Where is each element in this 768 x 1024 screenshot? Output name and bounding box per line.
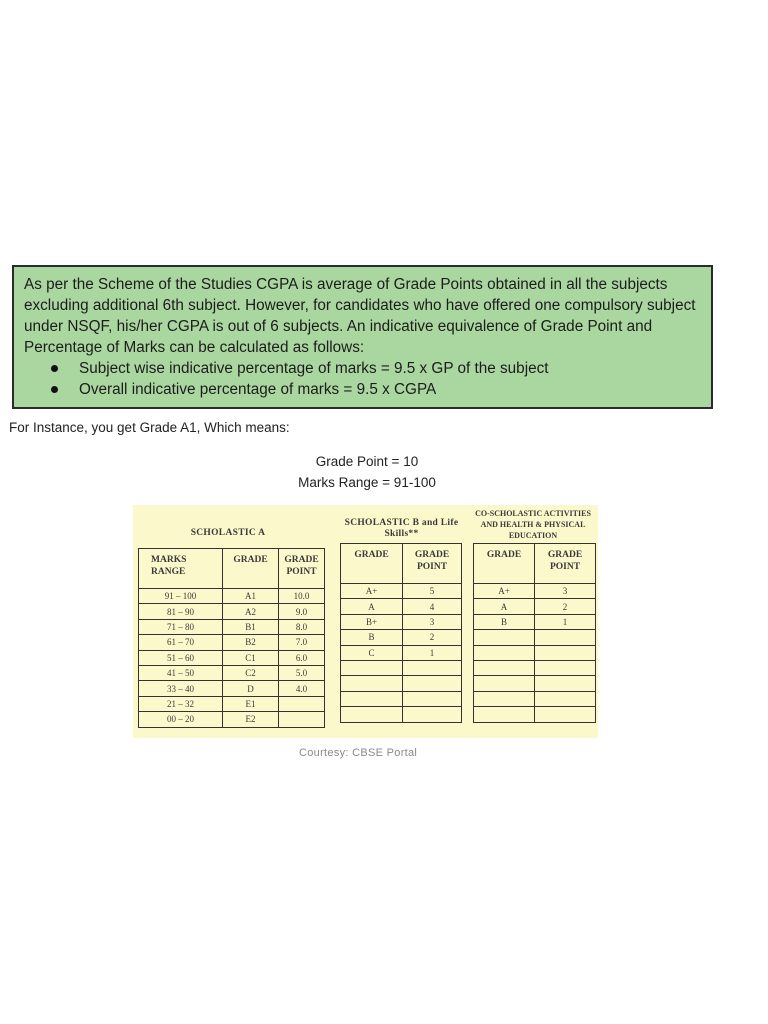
table-cell: 91 – 100 <box>139 589 223 604</box>
table-row <box>341 676 462 691</box>
table-cell <box>474 660 535 675</box>
table-cell <box>341 676 403 691</box>
grade-table-image <box>133 505 598 738</box>
table-header-row <box>341 544 462 584</box>
table-header-cell: GRADE <box>223 549 279 589</box>
table-cell <box>474 630 535 645</box>
table-cell: A+ <box>474 584 535 599</box>
table-row <box>341 645 462 660</box>
table-cell <box>403 707 462 722</box>
table-cell: 6.0 <box>279 650 325 665</box>
table-row <box>341 630 462 645</box>
table-row <box>474 584 596 599</box>
table-row <box>474 676 596 691</box>
table-cell <box>474 676 535 691</box>
table-cell: E2 <box>223 712 279 727</box>
table-header-cell: GRADE <box>474 544 535 584</box>
info-paragraph: As per the Scheme of the Studies CGPA is average of Grade Points obtained in all the subjects excluding additional 6th subject. However, for candidates who have offered one compulsory subject under NSQF, his/her CGPA is out of 6 subjects. An indicative equivalence of Grade Point and Percentage of Marks can be calculated as follows: <box>24 276 696 356</box>
instance-text: For Instance, you get Grade A1, Which means: <box>9 420 290 435</box>
co-scholastic-table <box>473 543 596 723</box>
table-cell: 33 – 40 <box>139 681 223 696</box>
table-cell <box>403 660 462 675</box>
table-header-row <box>474 544 596 584</box>
table-cell: A+ <box>341 584 403 599</box>
table-cell: 4.0 <box>279 681 325 696</box>
table-cell: C2 <box>223 665 279 680</box>
table-cell <box>341 691 403 706</box>
table-cell: B <box>341 630 403 645</box>
table-cell: B2 <box>223 635 279 650</box>
table-cell: 81 – 90 <box>139 604 223 619</box>
table-cell: 10.0 <box>279 589 325 604</box>
table-cell: A <box>341 599 403 614</box>
table-cell <box>403 691 462 706</box>
table-cell <box>279 712 325 727</box>
table-row <box>139 712 325 727</box>
table-row <box>474 614 596 629</box>
co-scholastic-title: CO-SCHOLASTIC ACTIVITIES AND HEALTH & PHYSICAL EDUCATION <box>475 509 591 540</box>
table-cell: 2 <box>403 630 462 645</box>
grade-point-line: Grade Point = 10 <box>315 454 419 469</box>
table-header-cell: GRADE POINT <box>279 549 325 589</box>
table-cell <box>341 707 403 722</box>
table-cell: 41 – 50 <box>139 665 223 680</box>
table-cell: 4 <box>403 599 462 614</box>
table-row <box>139 635 325 650</box>
table-row <box>341 614 462 629</box>
table-cell <box>474 707 535 722</box>
table-row <box>341 584 462 599</box>
table-cell: 5 <box>403 584 462 599</box>
table-cell: A2 <box>223 604 279 619</box>
table-cell: 1 <box>403 645 462 660</box>
scholastic-b-table <box>340 543 462 723</box>
table-cell <box>474 691 535 706</box>
table-cell: 00 – 20 <box>139 712 223 727</box>
table-row <box>474 630 596 645</box>
table-row <box>139 665 325 680</box>
table-cell: 9.0 <box>279 604 325 619</box>
table-cell: 7.0 <box>279 635 325 650</box>
table-row <box>474 691 596 706</box>
table-row <box>139 619 325 634</box>
bullet-subject-wise: Subject wise indicative percentage of marks = 9.5 x GP of the subject <box>24 358 701 379</box>
table-header-cell: GRADE POINT <box>535 544 596 584</box>
table-cell <box>279 696 325 711</box>
table-cell: 3 <box>403 614 462 629</box>
table-header-cell: GRADE POINT <box>403 544 462 584</box>
table-cell <box>535 676 596 691</box>
table-cell: B+ <box>341 614 403 629</box>
table-cell: C <box>341 645 403 660</box>
info-bullet-list <box>24 358 701 400</box>
table-cell <box>403 676 462 691</box>
table-cell <box>535 660 596 675</box>
info-box <box>12 265 713 409</box>
table-cell: A <box>474 599 535 614</box>
table-cell: 8.0 <box>279 619 325 634</box>
table-row <box>341 660 462 675</box>
table-cell: 5.0 <box>279 665 325 680</box>
table-row <box>139 696 325 711</box>
table-cell <box>341 660 403 675</box>
scholastic-b-title: SCHOLASTIC B and Life Skills** <box>344 518 459 539</box>
scholastic-a-table <box>138 548 325 728</box>
scholastic-a-title: SCHOLASTIC A <box>190 528 266 538</box>
table-row <box>474 599 596 614</box>
table-header-cell: MARKS RANGE <box>139 549 223 589</box>
table-header-cell: GRADE <box>341 544 403 584</box>
table-header-row <box>139 549 325 589</box>
table-row <box>341 599 462 614</box>
table-cell <box>474 645 535 660</box>
marks-range-line: Marks Range = 91-100 <box>298 475 436 490</box>
table-cell: A1 <box>223 589 279 604</box>
table-cell: D <box>223 681 279 696</box>
table-cell: 2 <box>535 599 596 614</box>
table-row <box>474 660 596 675</box>
table-cell: 61 – 70 <box>139 635 223 650</box>
table-cell <box>535 645 596 660</box>
table-row <box>341 691 462 706</box>
table-cell: 1 <box>535 614 596 629</box>
table-row <box>474 645 596 660</box>
table-cell <box>535 630 596 645</box>
table-row <box>139 681 325 696</box>
table-cell: B1 <box>223 619 279 634</box>
courtesy-caption: Courtesy: CBSE Portal <box>299 747 418 759</box>
table-row <box>139 604 325 619</box>
bullet-overall: Overall indicative percentage of marks = 9.5 x CGPA <box>24 379 701 400</box>
table-cell: 3 <box>535 584 596 599</box>
table-cell: C1 <box>223 650 279 665</box>
table-cell: B <box>474 614 535 629</box>
table-cell <box>535 691 596 706</box>
table-row <box>341 707 462 722</box>
table-cell: E1 <box>223 696 279 711</box>
table-cell: 21 – 32 <box>139 696 223 711</box>
table-cell: 51 – 60 <box>139 650 223 665</box>
table-row <box>139 650 325 665</box>
table-row <box>474 707 596 722</box>
table-cell <box>535 707 596 722</box>
table-row <box>139 589 325 604</box>
table-cell: 71 – 80 <box>139 619 223 634</box>
